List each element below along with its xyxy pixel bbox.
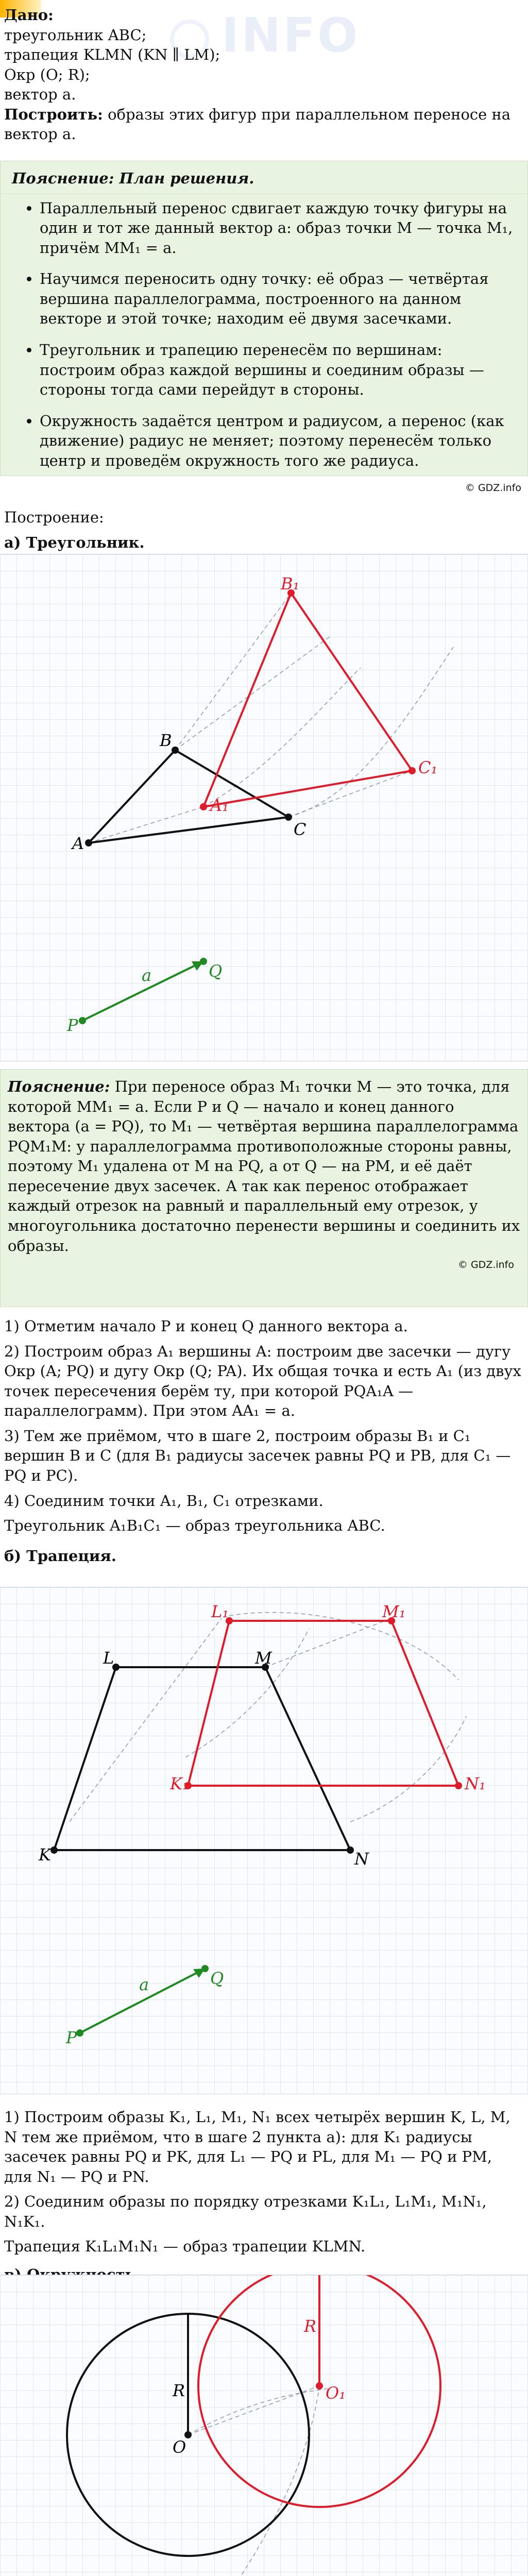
label: P (66, 2028, 77, 2047)
point (50, 1846, 58, 1854)
trapezoid-k1l1m1n1 (188, 1621, 458, 1786)
point (200, 958, 207, 965)
label: R (304, 2316, 317, 2336)
point (200, 803, 207, 810)
point (201, 1965, 209, 1972)
source-credit: © GDZ.info (465, 482, 521, 494)
helper-arc (175, 637, 330, 750)
given-line: треугольник ABC; (4, 26, 147, 44)
label: a (139, 1975, 149, 1994)
step: 4) Соединим точки A₁, B₁, C₁ отрезками. (4, 1492, 323, 1510)
label: B (160, 731, 172, 750)
point (79, 1017, 86, 1024)
step: Трапеция K₁L₁M₁N₁ — образ трапеции KLMN. (4, 2238, 366, 2256)
label: a (142, 965, 152, 985)
point (172, 747, 179, 754)
given-line: вектор a. (4, 86, 76, 104)
label: P (67, 1015, 78, 1035)
helper-arc (350, 1716, 466, 1822)
given-label: Дано: (4, 6, 54, 24)
label: N₁ (465, 1774, 486, 1793)
helper-line (70, 1618, 222, 1822)
given-section (0, 0, 528, 160)
helper-arc (203, 668, 361, 807)
given-line: трапеция KLMN (KN ∥ LM); (4, 46, 220, 64)
label: B₁ (281, 574, 300, 594)
plan-item: • Окружность задаётся центром и радиусом, а перенос (как движение) радиус не меняет; поэтому перенесём только центр и проведём окружность того же радиуса. (40, 411, 514, 471)
point (316, 2382, 323, 2389)
trapezoid-drawing (0, 1587, 528, 2095)
label: O (173, 2437, 186, 2457)
label: L (103, 1648, 114, 1668)
label: A (72, 834, 84, 853)
note-a-box (0, 1069, 528, 1307)
label: R (173, 2381, 185, 2400)
helper-line (288, 771, 412, 817)
label: K₁ (170, 1774, 189, 1793)
step: 2) Построим образ A₁ вершины A: построим две засечки — дугу Окр (A; PQ) и дугу Окр (Q; PA). Их общая точка и есть A₁ (из двух точек пересечения берём ту, при которой PQA₁A — параллелограмм). При этом AA₁ = a. (4, 1342, 521, 1420)
circle-drawing (0, 2275, 528, 2576)
label: A₁ (210, 795, 229, 815)
watermark: INFO (222, 8, 360, 63)
task-text: образы этих фигур при параллельном переносе на вектор a. (4, 105, 511, 143)
triangle-a1b1c1 (203, 593, 412, 807)
label: C₁ (418, 758, 438, 777)
label: Q (210, 1969, 224, 1988)
helper-arc (288, 647, 453, 817)
task-label: Построить: (4, 105, 103, 123)
point (347, 1846, 354, 1854)
note-title: Пояснение: (8, 1078, 110, 1095)
figure-trapezoid (0, 1587, 528, 2094)
helper-line (175, 593, 291, 750)
triangle-drawing (0, 554, 528, 1062)
plan-item: • Параллельный перенос сдвигает каждую точку фигуры на один и тот же данный вектор a: образ точки M — точка M₁, причём MM₁ = a. (40, 198, 514, 258)
note-text: При переносе образ M₁ точки M — это точка, для которой MM₁ = a. Если P и Q — начало и конец данного вектора (a = PQ), то M₁ — четвёртая вершина параллелограмма PQM₁M: у параллелограмма противоположные стороны равны, поэтому M₁ удалена от M на PQ, а от Q — на PM, и её даёт пересечение двух засечек. А так как перенос отображает каждый отрезок на равный и параллельный ему отрезок, у многоугольника достаточно перенести вершины и соединить их образы. (8, 1078, 520, 1255)
helper-arc (205, 2386, 319, 2576)
plan-item: • Треугольник и трапецию перенесём по вершинам: построим образ каждой вершины и соединим образы — стороны тогда сами перейдут в стороны. (40, 340, 514, 400)
part-a-title: а) Треугольник. (4, 533, 145, 551)
construction-label: Построение: (4, 509, 104, 526)
source-credit: © GDZ.info (457, 1259, 514, 1271)
step: 1) Отметим начало P и конец Q данного вектора a. (4, 1317, 408, 1335)
point (285, 814, 292, 821)
label: K (39, 1845, 51, 1865)
point (408, 767, 416, 774)
step: Треугольник A₁B₁C₁ — образ треугольника ABC. (4, 1517, 385, 1535)
label: N (354, 1849, 369, 1869)
plan-box (0, 161, 528, 494)
label: M (255, 1648, 272, 1668)
figure-circle (0, 2275, 528, 2576)
label: L₁ (211, 1602, 229, 1621)
point (85, 839, 92, 846)
label: M₁ (382, 1602, 406, 1621)
part-b-title: б) Трапеция. (4, 1547, 116, 1565)
trapezoid-klmn (54, 1667, 350, 1850)
given-line: Окр (O; R); (4, 65, 90, 83)
step: 3) Тем же приёмом, что в шаге 2, построим образы B₁ и C₁ вершин B и C (для B₁ радиусы засечек равны PQ и PB, для C₁ — PQ и PC). (4, 1427, 511, 1484)
step: 1) Построим образы K₁, L₁, M₁, N₁ всех четырёх вершин K, L, M, N тем же приёмом, что в шаге 2 пункта а): для K₁ радиусы засечек равны PQ и PK, для L₁ — PQ и PL, для M₁ — PQ и PM, для N₁ — PQ и PN. (4, 2108, 510, 2185)
helper-line (188, 2386, 319, 2435)
figure-triangle (0, 554, 528, 1061)
point (455, 1782, 462, 1789)
label: C (294, 820, 306, 839)
helper-arc (185, 1629, 309, 1757)
label: O₁ (326, 2383, 346, 2403)
point (76, 2029, 83, 2037)
helper-line (265, 1618, 391, 1667)
plan-item: • Научимся переносить одну точку: её образ — четвёртая вершина параллелограмма, построенного на данном векторе и этой точке; находим её двумя засечками. (40, 269, 514, 329)
label: Q (209, 961, 223, 981)
plan-title: Пояснение: План решения. (1, 161, 527, 194)
step: 2) Соединим образы по порядку отрезками K₁L₁, L₁M₁, M₁N₁, N₁K₁. (4, 2193, 487, 2230)
